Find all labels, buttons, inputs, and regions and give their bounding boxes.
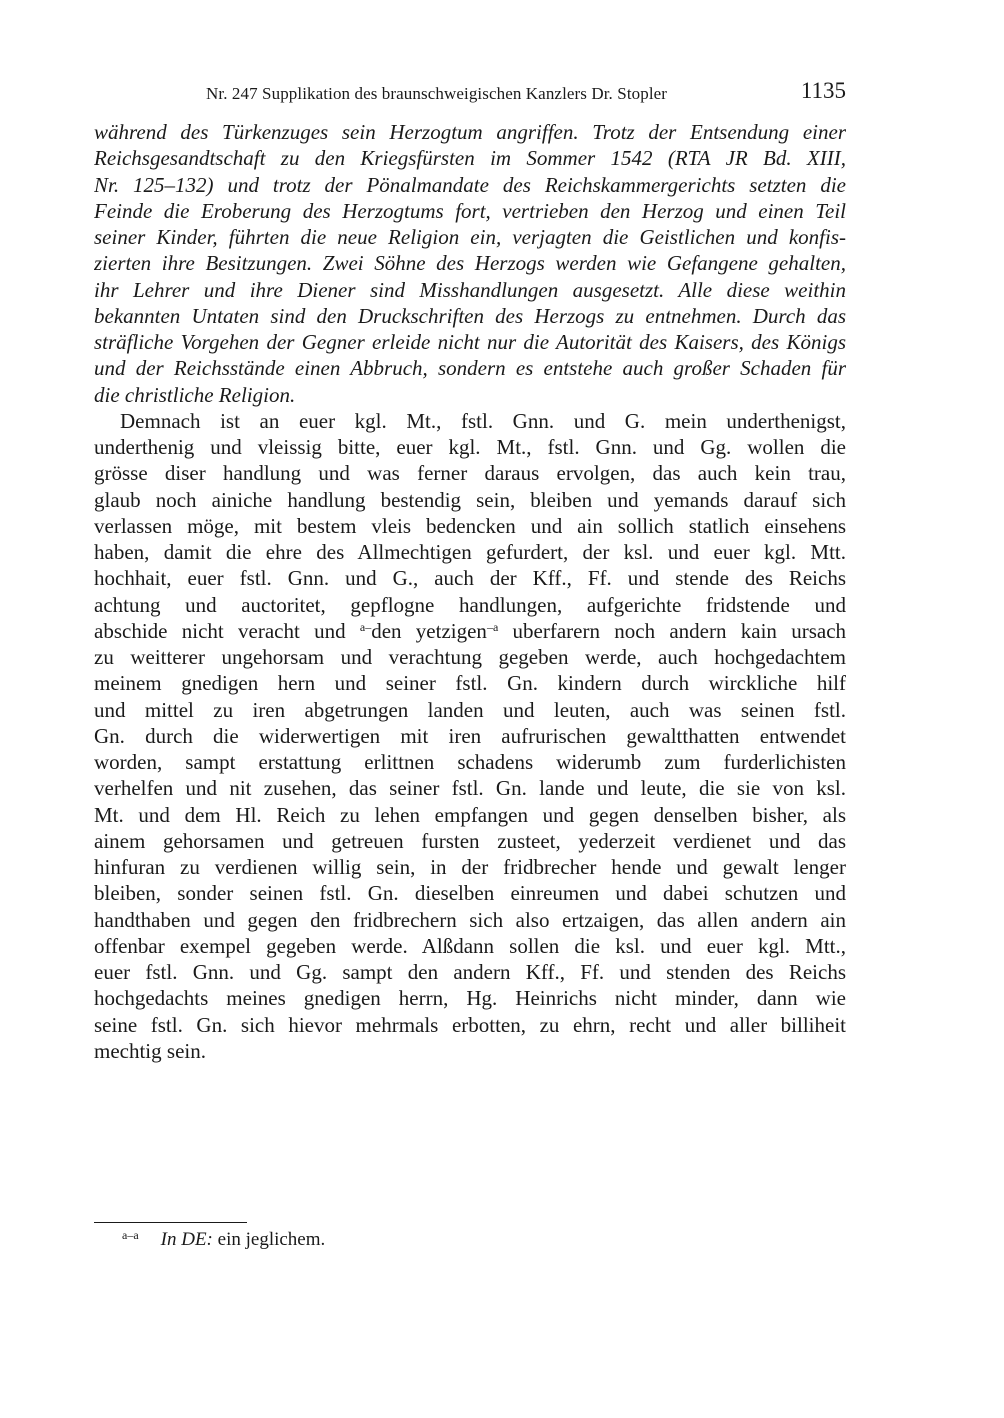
summary-line: sträfliche Vorgehen der Gegner erleide nicht nur die Autorität des Kaisers, des Königs bbox=[94, 330, 846, 354]
text-line: glaub noch ainiche handlung bestendig sein, bleiben und yemands darauf sich bbox=[94, 487, 846, 512]
text-line: bleiben, sonder seinen fstl. Gn. dieselben einreumen und dabei schutzen und bbox=[94, 881, 846, 906]
footnote-label: In DE: bbox=[160, 1229, 213, 1250]
text-line: offenbar exempel gegeben werde. Alßdann sollen die ksl. und euer kgl. Mtt., bbox=[94, 933, 846, 958]
summary-line: zierten ihre Besitzungen. Zwei Söhne des Herzogs werden wie Gefangene gehalten, bbox=[94, 251, 846, 276]
text-line: handthaben und gegen den fridbrechern sich also ertzaigen, das allen andern ain bbox=[94, 907, 846, 932]
text-line: hinfuran zu verdienen willig sein, in der fridbrecher hende und gewalt lenger bbox=[94, 855, 846, 879]
summary-line: ihr Lehrer und ihre Diener sind Misshandlungen ausgesetzt. Alle diese weithin bbox=[94, 277, 846, 302]
running-header bbox=[94, 76, 846, 110]
variant-mark-open: a– bbox=[359, 619, 372, 634]
summary-line: Feinde die Eroberung des Herzogtums fort, vertrieben den Herzog und einen Teil bbox=[94, 198, 846, 223]
footnote-mark: a–a bbox=[122, 1228, 139, 1242]
summary-line: bekannten Untaten sind den Druckschriften des Herzogs zu entnehmen. Durch das bbox=[94, 303, 846, 328]
page-body bbox=[94, 119, 846, 1064]
text-line: euer fstl. Gnn. und Gg. sampt den andern Kff., Ff. und stenden des Reichs bbox=[94, 960, 846, 984]
text-line: Mt. und dem Hl. Reich zu lehen empfangen und gegen denselben bisher, als bbox=[94, 802, 846, 827]
text-line: ainem gehorsamen und getreuen fursten zusteet, yederzeit verdienet und das bbox=[94, 828, 846, 853]
text-line: hochhait, euer fstl. Gnn. und G., auch der Kff., Ff. und stende des Reichs bbox=[94, 566, 846, 591]
summary-line: Nr. 125–132) und trotz der Pönalmandate des Reichskammergerichts setzten die bbox=[94, 172, 846, 197]
footnote bbox=[122, 1228, 325, 1251]
text-line: mechtig sein. bbox=[94, 1038, 206, 1063]
summary-line: Reichsgesandtschaft zu den Kriegsfürsten im Sommer 1542 (RTA JR Bd. XIII, bbox=[94, 146, 846, 171]
text-line: haben, damit die ehre des Allmechtigen gefurdert, der ksl. und euer kgl. Mtt. bbox=[94, 540, 846, 564]
variant-mark-close: –a bbox=[486, 619, 499, 634]
variant-line-before: abschide nicht veracht und bbox=[94, 618, 360, 643]
footnote-divider bbox=[94, 1222, 247, 1223]
text-line: achtung und auctoritet, gepflogne handlungen, aufgerichte fridstende und bbox=[94, 592, 846, 617]
variant-text: den yetzigen bbox=[371, 618, 487, 643]
text-line: Demnach ist an euer kgl. Mt., fstl. Gnn. und G. mein underthenigst, bbox=[120, 408, 846, 433]
text-line: seine fstl. Gn. sich hievor mehrmals erbotten, zu ehrn, recht und aller billiheit bbox=[94, 1012, 846, 1037]
text-line: meinem gnedigen hern und seiner fstl. Gn. kindern durch wirckliche hilf bbox=[94, 671, 846, 696]
text-line: hochgedachts meines gnedigen herrn, Hg. Heinrichs nicht minder, dann wie bbox=[94, 986, 846, 1011]
text-line: worden, sampt erstattung erlittnen schadens widerumb zum furderlichisten bbox=[94, 750, 846, 774]
document-summary bbox=[94, 119, 846, 408]
text-line: underthenig und vleissig bitte, euer kgl. Mt., fstl. Gnn. und Gg. wollen die bbox=[94, 435, 846, 459]
page-number: 1135 bbox=[800, 78, 846, 103]
text-line: Gn. durch die widerwertigen mit iren aufrurischen gewaltthatten entwendet bbox=[94, 723, 846, 748]
text-line: zu weitterer ungehorsam und verachtung gegeben werde, auch hochgedachtem bbox=[94, 645, 846, 669]
text-line: verhelfen und nit zusehen, das seiner fstl. Gn. lande und leute, die sie von ksl. bbox=[94, 776, 846, 801]
footnote-text: ein jeglichem. bbox=[212, 1229, 326, 1250]
text-line: grösse diser handlung und was ferner daraus ervolgen, das auch kein trau, bbox=[94, 461, 846, 486]
text-line-with-variant bbox=[94, 618, 846, 644]
summary-line: während des Türkenzuges sein Herzogtum angriffen. Trotz der Entsendung einer bbox=[94, 120, 846, 144]
text-line: und mittel zu iren abgetrungen landen und leuten, auch was seinen fstl. bbox=[94, 697, 846, 722]
summary-line: und der Reichsstände einen Abbruch, sondern es entstehe auch großer Schaden für bbox=[94, 356, 846, 381]
text-line: verlassen möge, mit bestem vleis bedencken und ain sollich statlich einsehens bbox=[94, 513, 846, 538]
summary-line: die christliche Religion. bbox=[94, 382, 296, 407]
document-text bbox=[94, 408, 846, 1064]
running-title: Nr. 247 Supplikation des braunschweigischen Kanzlers Dr. Stopler bbox=[206, 84, 668, 103]
summary-line: seiner Kinder, führten die neue Religion ein, verjagten die Geistlichen und konfis- bbox=[94, 225, 846, 249]
variant-line-after: uberfarern noch andern kain ursach bbox=[498, 618, 846, 643]
